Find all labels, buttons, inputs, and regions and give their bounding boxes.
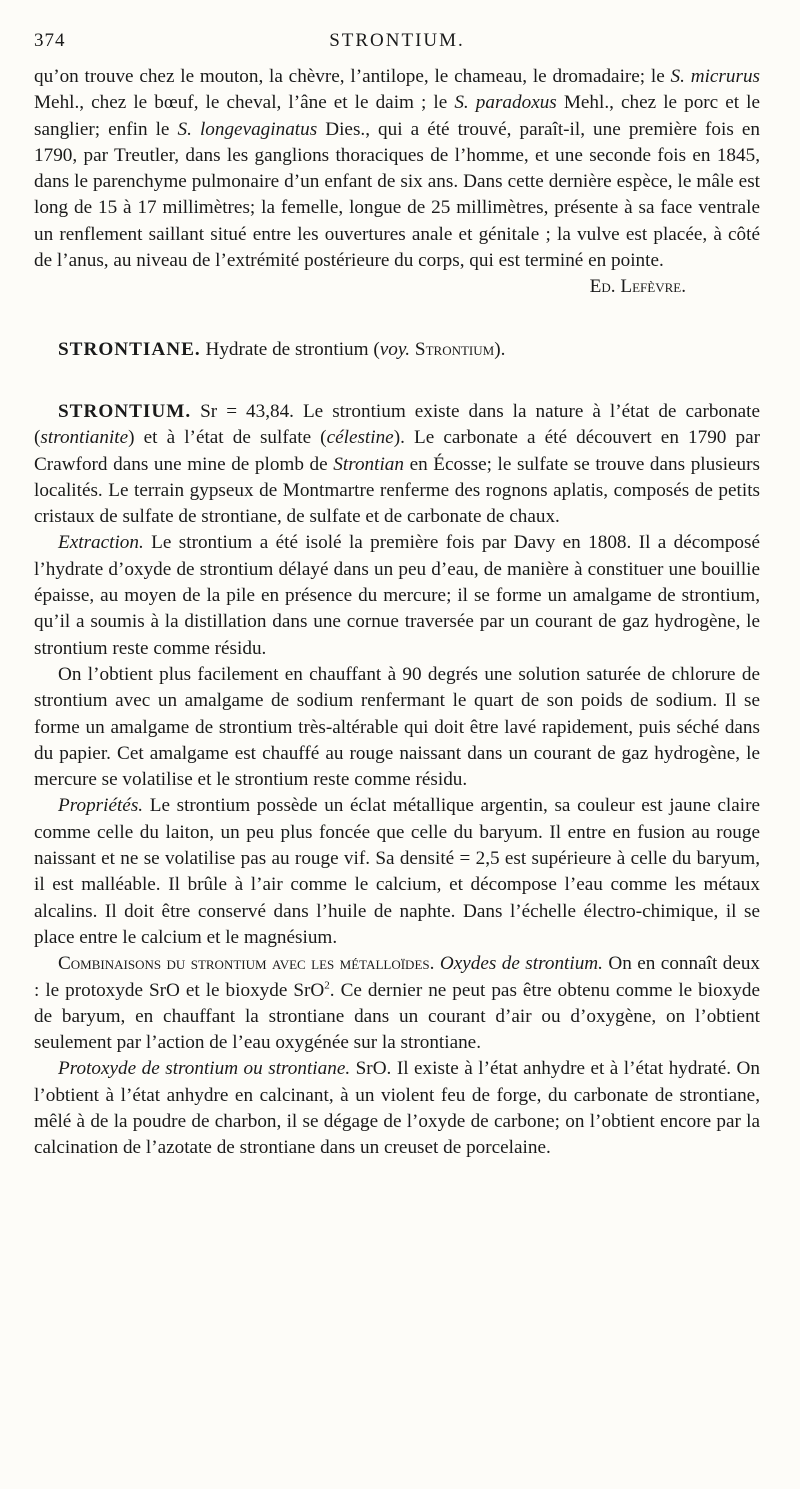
paragraph-proprietes: Propriétés. Le strontium possède un éclat métallique argentin, sa couleur est jaune claire comme celle du laiton, un peu plus foncée que celle du baryum. Il entre en fusion au rouge naissant et ne se volatilise pas au rouge vif. Sa densité = 2,5 est supérieure à celle du baryum, il est malléable. Il brûle à l’air comme le calcium, et décompose l’eau comme les métaux alcalins. Il doit être conservé dans l’huile de naphte. Dans l’échelle électro-chimique, il se place entre le calcium et le magnésium.: [34, 795, 760, 948]
headword-strontium: STRONTIUM.: [58, 400, 192, 422]
continuation-text: qu’on trouve chez le mouton, la chèvre, l’antilope, le chameau, le dromadaire; le S. micrurus Mehl., chez le bœuf, le cheval, l’âne et le daim ; le S. paradoxus Mehl., chez le porc et le sanglier; enfin le S. longevaginatus Dies., qui a été trouvé, paraît-il, une première fois en 1790, par Treutler, dans les ganglions thoraciques de l’homme, et une seconde fois en 1845, dans le parenchyme pulmonaire d’un enfant de six ans. Dans cette dernière espèce, le mâle est long de 15 à 17 millimètres; la femelle, longue de 25 millimètres, présente à sa face ventrale un renflement saillant situé entre les ouvertures anale et génitale ; la vulve est placée, à côté de l’anus, au niveau de l’extrémité postérieure du corps, qui est terminé en pointe.: [34, 66, 761, 272]
page-number: 374: [34, 30, 66, 51]
paragraph-extraction: Extraction. Le strontium a été isolé la première fois par Davy en 1808. Il a décomposé l’hydrate d’oxyde de strontium délayé dans un peu d’eau, de manière à constituer une bouillie épaisse, au moyen de la pile en présence du mercure; il se forme un amalgame de strontium, qu’il a soumis à la distillation dans une cornue traversée par un courant de gaz hydrogène, le strontium reste comme résidu.: [34, 532, 760, 659]
strontiane-definition: Hydrate de strontium (voy. Strontium).: [205, 338, 506, 360]
strontium-intro: Sr = 43,84. Le strontium existe dans la nature à l’état de carbonate (strontianite) et à l’état de sulfate (célestine). Le carbonate a été découvert en 1790 par Crawford dans une mine de plomb de Strontian en Écosse; le sulfate se trouve dans plusieurs localités. Le terrain gypseux de Montmartre renferme des rognons aplatis, composés de petits cristaux de sulfate de strontiane, de sulfate et de carbonate de chaux.: [34, 400, 761, 528]
paragraph-combinaisons: Combinaisons du strontium avec les métalloïdes. Oxydes de strontium. On en connaît deux : le protoxyde SrO et le bioxyde SrO$^2$. Ce dernier ne peut pas être obtenu comme le bioxyde de baryum, en chauffant la strontiane dans un courant d’air ou d’oxygène, on l’obtient seulement par l’action de l’eau oxygénée sur la strontiane.: [34, 953, 761, 1054]
paragraph-protoxyde: Protoxyde de strontium ou strontiane. SrO. Il existe à l’état anhydre et à l’état hydraté. On l’obtient à l’état anhydre en calcinant, à un violent feu de forge, du carbonate de strontiane, mêlé à de la poudre de charbon, il se dégage de l’oxyde de carbone; on l’obtient encore par la calcination de l’azotate de strontiane dans un creuset de porcelaine.: [34, 1058, 760, 1159]
entry-strontium: [34, 399, 760, 530]
author-signature: Ed. Lefèvre.: [589, 276, 686, 298]
entry-strontiane: [34, 337, 760, 363]
running-title: STRONTIUM.: [329, 30, 465, 51]
headword-strontiane: STRONTIANE.: [58, 338, 201, 360]
running-head: [34, 30, 760, 56]
continuation-paragraph: [34, 64, 760, 301]
paragraph-amalgame: On l’obtient plus facilement en chauffant à 90 degrés une solution saturée de chlorure de strontium avec un amalgame de sodium renfermant le quart de son poids de sodium. Il se forme un amalgame de strontium très-altérable qui doit être lavé rapidement, puis séché dans du papier. Cet amalgame est chauffé au rouge naissant dans un courant de gaz hydrogène, le mercure se volatilise et le strontium reste comme résidu.: [34, 663, 760, 791]
